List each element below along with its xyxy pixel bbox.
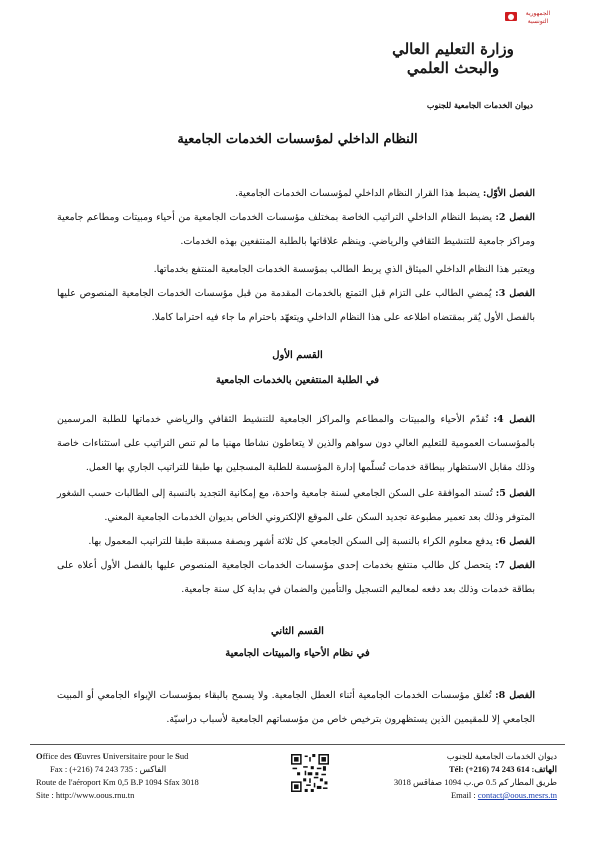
article-1	[57, 182, 535, 206]
email-link[interactable]: contact@oous.mesrs.tn	[477, 790, 557, 800]
footer-email: Email : contact@oous.mesrs.tn	[450, 790, 557, 800]
tunisia-flag-icon	[505, 12, 517, 21]
page-title: النظام الداخلي لمؤسسات الخدمات الجامعية	[177, 132, 418, 147]
section-1-heading: القسم الأول	[272, 350, 323, 361]
article-label: الفصل 2:	[495, 212, 535, 223]
footer-tel: Tél: (+216) 74 243 614 :الهاتف	[449, 764, 557, 774]
article-text: ويعتبر هذا النظام الداخلي الميثاق الذي يربط الطالب بمؤسسة الخدمات الجامعية المنتفع بخدماتها.	[153, 264, 535, 275]
article-4	[57, 408, 535, 480]
section-2-heading: القسم الثاني	[271, 626, 324, 637]
article-2	[57, 206, 535, 254]
footer-office-ar: ديوان الخدمات الجامعية للجنوب	[446, 751, 557, 761]
article-7	[57, 554, 535, 602]
article-text: تُغلق مؤسسات الخدمات الجامعية أثناء العطل الجامعية. ولا يسمح بالبقاء بمؤسسات الإيواء الجامعي أو المبيت الجامعي إلا للمقيمين الذين يستظهرون بترخيص خاص من مؤسساتهم الجامعية لأسباب دراسيّة.	[57, 690, 535, 725]
ministry-line-1: وزارة التعليم العالي	[392, 40, 514, 58]
qr-code-icon	[291, 754, 329, 792]
article-6	[57, 530, 535, 554]
article-8	[57, 684, 535, 732]
section-1-subheading: في الطلبة المنتفعين بالخدمات الجامعية	[215, 375, 380, 386]
footer-address-ar: طريق المطار كم 0.5 ص.ب 1094 صفاقس 3018	[393, 777, 557, 787]
footer-right	[394, 750, 557, 802]
article-text: يُمضي الطالب على التزام قبل التمتع بالخدمات المقدمة من قبل مؤسسات الخدمات الجامعية المنصوص عليها بالفصل الأول يُقر بمقتضاه اطلاعه على هذا النظام الداخلي ويتعهّد باحترام ما جاء فيه احتراما كاملا.	[57, 288, 535, 323]
footer-left	[36, 750, 199, 802]
article-text: تُقدّم الأحياء والمبيتات والمطاعم والمراكز الجامعية للتنشيط الثقافي والرياضي خدماتها للطلبة المرسمين بالمؤسسات العمومية للتعليم العالي دون سواهم والذين لا يتعاطون نشاطا مهنيا ما لم تنص التراتيب على استثناءات خاصة وذلك مقابل الاستظهار ببطاقة خدمات تُسلّمها إدارة المؤسسة للطلبة المسجلين بها طبقا للتراتيب الجاري بها العمل.	[57, 414, 535, 473]
section-2-subheading: في نظام الأحياء والمبيتات الجامعية	[225, 648, 370, 659]
article-label: الفصل 5:	[495, 488, 535, 499]
article-text: يدفع معلوم الكراء بالنسبة إلى السكن الجامعي كل ثلاثة أشهر وبصفة مسبقة طبقا للتراتيب المعمول بها.	[88, 536, 496, 547]
article-text: يضبط هذا القرار النظام الداخلي لمؤسسات الخدمات الجامعية.	[235, 188, 483, 199]
article-text: يضبط النظام الداخلي التراتيب الخاصة بمختلف مؤسسات الخدمات الجامعية من أحياء ومبيتات ومطاعم جامعية ومراكز جامعية للتنشيط الثقافي والرياضي. وينظم علاقاتها بالطلبة المنتفعين بهذه الخدمات.	[57, 212, 535, 247]
ministry-logo	[373, 40, 533, 78]
article-label: الفصل الأوّل:	[482, 188, 535, 199]
article-text: تُسند الموافقة على السكن الجامعي لسنة جامعية واحدة، مع إمكانية التجديد بالنسبة إلى الطالبات حسب الشغور المتوفر وذلك بعد تعمير مطبوعة تجديد السكن على الموقع الإلكتروني الخاص بديوان الخدمات الجامعية المعني.	[57, 488, 535, 523]
article-label: الفصل 8:	[495, 690, 535, 701]
footer-fax: Fax : (+216) 74 243 735 : الفاكس	[50, 764, 167, 774]
ministry-line-2: والبحث العلمي	[406, 59, 500, 77]
article-label: الفصل 7:	[494, 560, 535, 571]
footer-site: Site : http://www.oous.rnu.tn	[36, 790, 135, 800]
article-label: الفصل 6:	[495, 536, 535, 547]
office-name: ديوان الخدمات الجامعية للجنوب	[426, 100, 533, 110]
article-label: الفصل 4:	[493, 414, 535, 425]
republic-label: الجمهورية التونسية	[525, 10, 551, 25]
article-text: يتحصل كل طالب منتفع بخدمات إحدى مؤسسات الخدمات الجامعية المنصوص عليها بالفصل الأول أعلاه على بطاقة خدمات وذلك بعد دفعه لمعاليم التسجيل والتأمين والضمان في بداية كل سنة جامعية.	[57, 560, 535, 595]
article-3	[57, 282, 535, 330]
article-label: الفصل 3:	[495, 288, 535, 299]
footer-address-fr: Route de l'aéroport Km 0,5 B.P 1094 Sfax 3018	[36, 777, 199, 787]
article-5	[57, 482, 535, 530]
footer-divider	[30, 744, 565, 745]
article-2-continued	[57, 258, 535, 282]
footer-office-fr: Office des Œuvres Universitaire pour le Sud	[36, 751, 189, 761]
